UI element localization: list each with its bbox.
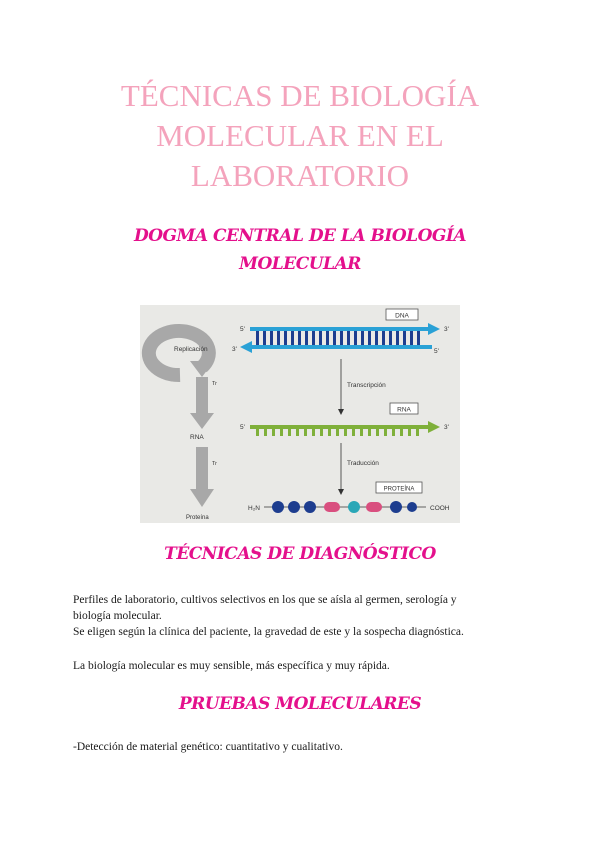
c-terminus-label: COOH	[430, 505, 450, 512]
side-tr-label-2: Tr	[212, 461, 217, 467]
dna-top-strand	[250, 327, 430, 331]
dna-base-pairs	[256, 331, 420, 345]
dna-5prime-top: 5'	[240, 326, 245, 333]
heading-line: DOGMA CENTRAL DE LA BIOLOGÍA	[133, 226, 467, 246]
dna-bottom-strand	[252, 345, 432, 349]
paragraph-perfiles	[73, 592, 543, 624]
title-line: MOLECULAR EN EL	[156, 118, 444, 153]
central-dogma-figure	[140, 305, 460, 523]
rna-bases	[256, 429, 419, 436]
replicacion-label: Replicación	[174, 346, 208, 353]
central-dogma-diagram	[140, 305, 460, 523]
down-arrow-shaft-2	[196, 447, 208, 491]
dna-5prime-bottom: 5'	[434, 348, 439, 355]
amino-acid-bead	[304, 501, 316, 513]
dna-3prime-bottom: 3'	[232, 346, 237, 353]
paragraph-line: biología molecular.	[73, 610, 162, 622]
title-line: TÉCNICAS DE BIOLOGÍA	[120, 78, 480, 113]
section-heading-diagnostico: TÉCNICAS DE DIAGNÓSTICO	[164, 544, 436, 564]
dna-label: DNA	[395, 312, 409, 320]
rna-3prime: 3'	[444, 424, 449, 431]
heading-line: MOLECULAR	[239, 254, 361, 274]
replication-arrow-head	[190, 361, 214, 377]
side-proteina-label: Proteína	[186, 515, 209, 521]
section-heading-dogma	[0, 222, 600, 278]
amino-acid-bead	[390, 501, 402, 513]
transcripcion-label: Transcripción	[347, 382, 386, 389]
amino-acid-bead	[324, 502, 340, 512]
page-title	[0, 76, 600, 196]
dna-3prime-top: 3'	[444, 326, 449, 333]
n-terminus-label: H₂N	[248, 505, 260, 512]
rna-strand	[250, 425, 430, 429]
rna-5prime: 5'	[240, 424, 245, 431]
paragraph-line: Perfiles de laboratorio, cultivos selectivos en los que se aísla al germen, serología y	[73, 594, 457, 606]
traduccion-label: Traducción	[347, 460, 379, 467]
dna-bottom-arrow	[240, 341, 252, 353]
amino-acid-bead	[272, 501, 284, 513]
amino-acid-bead	[288, 501, 300, 513]
amino-acid-bead	[407, 502, 417, 512]
amino-acid-bead	[348, 501, 360, 513]
side-tr-label-1: Tr	[212, 381, 217, 387]
side-rna-label: RNA	[190, 434, 204, 441]
rna-label: RNA	[397, 406, 411, 414]
paragraph-deteccion: -Detección de material genético: cuantitativo y cualitativo.	[73, 741, 343, 753]
down-arrow-head-2	[190, 489, 214, 507]
protein-label: PROTEÍNA	[383, 486, 415, 493]
paragraph-sensibilidad: La biología molecular es muy sensible, más específica y muy rápida.	[73, 660, 390, 672]
amino-acid-bead	[366, 502, 382, 512]
dna-top-arrow	[428, 323, 440, 335]
down-arrow-shaft-1	[196, 377, 208, 415]
translation-arrow-head	[338, 489, 344, 495]
rna-arrow	[428, 421, 440, 433]
title-line: LABORATORIO	[190, 158, 410, 193]
transcription-arrow-head	[338, 409, 344, 415]
section-heading-pruebas: PRUEBAS MOLECULARES	[178, 694, 422, 714]
down-arrow-head-1	[190, 413, 214, 429]
paragraph-criterios: Se eligen según la clínica del paciente, la gravedad de este y la sospecha diagnóstica.	[73, 626, 464, 638]
